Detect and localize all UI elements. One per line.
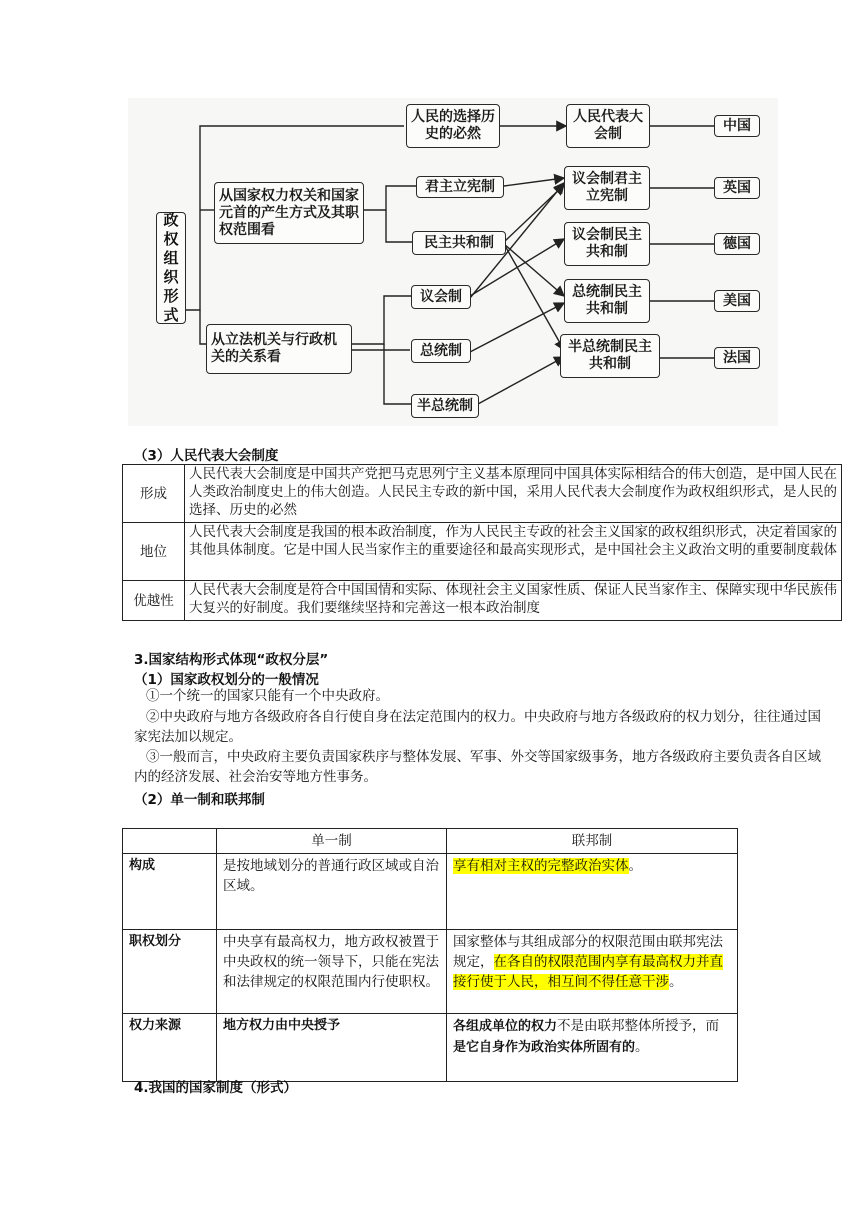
row-label: 形成 — [123, 465, 185, 523]
row-text: 人民代表大会制度是符合中国国情和实际、体现社会主义国家性质、保证人民当家作主、保障实现中华民族伟大复兴的好制度。我们要继续坚持和完善这一根本政治制度 — [185, 581, 842, 621]
table-row — [123, 854, 738, 930]
npc-table — [122, 464, 842, 621]
row-text: 人民代表大会制度是中国共产党把马克思列宁主义基本原理同中国具体实际相结合的伟大创造，是中国人民在人类政治制度史上的伟大创造。人民民主专政的新中国，采用人民代表大会制度作为政权组织形式，是人民的选择、历史的必然 — [185, 465, 842, 523]
political-system-diagram — [128, 98, 778, 426]
table-row — [123, 465, 842, 523]
node-npc-system: 人民代表大会制 — [566, 104, 650, 148]
country-germany: 德国 — [714, 233, 760, 255]
table-row — [123, 581, 842, 621]
node-constitutional-monarchy: 君主立宪制 — [416, 176, 504, 198]
country-uk: 英国 — [714, 177, 760, 199]
table-row — [123, 829, 738, 854]
federal-division: 国家整体与其组成部分的权限范围由联邦宪法规定，在各自的权限范围内享有最高权力并直接行使于人民，相互间不得任意干涉。 — [447, 930, 738, 1014]
node-parl-republic: 议会制民主共和制 — [564, 222, 650, 266]
unitary-division: 中央享有最高权力，地方政权被置于中央政权的统一领导下，只能在宪法和法律规定的权限范围内行使职权。 — [217, 930, 447, 1014]
list-item: ②中央政府与地方各级政府各自行使自身在法定范围内的权力。中央政府与地方各级政府的权力划分，往往通过国家宪法加以规定。 — [134, 709, 821, 745]
root-node: 政权组织形式 — [156, 212, 186, 324]
node-legislative-executive-view: 从立法机关与行政机关的关系看 — [206, 324, 352, 374]
node-pres-republic: 总统制民主共和制 — [564, 279, 650, 323]
node-parl-monarchy: 议会制君主立宪制 — [564, 166, 650, 210]
table-row — [123, 523, 842, 581]
country-usa: 美国 — [714, 290, 760, 312]
country-france: 法国 — [714, 347, 760, 369]
unitary-composition: 是按地域划分的普通行政区域或自治区域。 — [217, 854, 447, 930]
row-label: 地位 — [123, 523, 185, 581]
section4-heading: 4.我国的国家制度（形式） — [134, 1080, 298, 1096]
unitary-source: 地方权力由中央授予 — [217, 1014, 447, 1082]
federal-composition: 享有相对主权的完整政治实体。 — [447, 854, 738, 930]
row-label: 权力来源 — [123, 1014, 217, 1082]
node-people-choice: 人民的选择历史的必然 — [406, 104, 500, 148]
list-item: ①一个统一的国家只能有一个中央政府。 — [146, 688, 389, 704]
section3-sub2: （2）单一制和联邦制 — [134, 792, 265, 808]
row-text: 人民代表大会制度是我国的根本政治制度，作为人民民主专政的社会主义国家的政权组织形式，决定着国家的其他具体制度。它是中国人民当家作主的重要途径和最高实现形式，是中国社会主义政治文明的重要制度载体 — [185, 523, 842, 581]
table-row — [123, 1014, 738, 1082]
header-unitary: 单一制 — [217, 829, 447, 854]
header-federal: 联邦制 — [447, 829, 738, 854]
node-semi-pres-republic: 半总统制民主共和制 — [560, 334, 660, 378]
country-china: 中国 — [714, 115, 760, 137]
section3-sub1: （1）国家政权划分的一般情况 — [134, 672, 319, 688]
node-democratic-republic: 民主共和制 — [412, 231, 506, 255]
highlight-text: 在各自的权限范围内享有最高权力并直接行使于人民，相互间不得任意干涉 — [453, 954, 723, 990]
node-parliamentary: 议会制 — [411, 285, 471, 309]
table-row — [123, 930, 738, 1014]
federal-source: 各组成单位的权力不是由联邦整体所授予，而是它自身作为政治实体所固有的。 — [447, 1014, 738, 1082]
section3-heading: 3.国家结构形式体现“政权分层” — [134, 652, 329, 668]
row-label: 优越性 — [123, 581, 185, 621]
npc-heading: （3）人民代表大会制度 — [134, 448, 279, 464]
list-item: ③一般而言，中央政府主要负责国家秩序与整体发展、军事、外交等国家级事务，地方各级政府主要负责各自区域内的经济发展、社会治安等地方性事务。 — [134, 749, 821, 785]
node-semi-presidential: 半总统制 — [411, 394, 479, 418]
unitary-federal-table — [122, 828, 738, 1082]
highlight-text: 享有相对主权的完整政治实体 — [453, 858, 629, 874]
header-empty — [123, 829, 217, 854]
row-label: 职权划分 — [123, 930, 217, 1014]
row-label: 构成 — [123, 854, 217, 930]
node-presidential: 总统制 — [411, 339, 471, 363]
node-head-of-state-view: 从国家权力权关和国家元首的产生方式及其职权范围看 — [214, 182, 364, 244]
